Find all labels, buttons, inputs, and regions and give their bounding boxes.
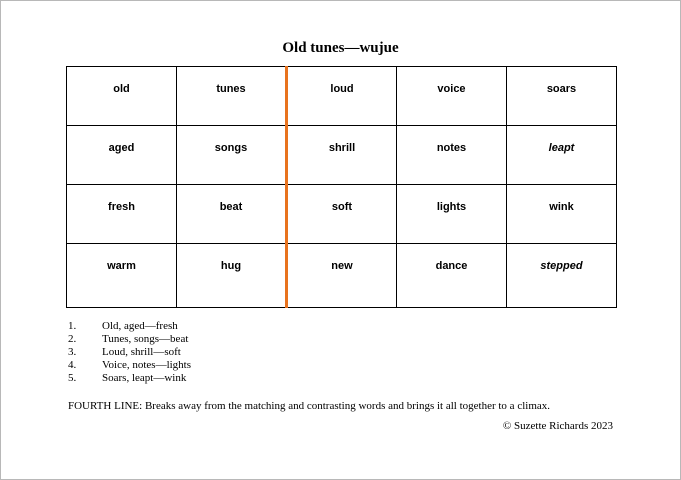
list-item: [68, 359, 191, 372]
grid-cell: shrill: [287, 126, 397, 185]
list-item: [68, 346, 191, 359]
grid-cell: songs: [177, 126, 287, 185]
copyright-notice: © Suzette Richards 2023: [502, 420, 613, 432]
grid-cell: voice: [397, 67, 507, 126]
page-title: Old tunes—wujue: [282, 40, 399, 56]
grid-cell: fresh: [67, 185, 177, 244]
grid-cell: aged: [67, 126, 177, 185]
grid-cell: dance: [397, 244, 507, 308]
grid-row: [67, 126, 617, 185]
grid-cell: soft: [287, 185, 397, 244]
grid-row: [67, 244, 617, 308]
list-text: Soars, leapt—wink: [102, 372, 187, 384]
list-item: [68, 320, 191, 333]
fourth-line-note: FOURTH LINE: Breaks away from the matching and contrasting words and brings it all together to a climax.: [68, 400, 551, 412]
list-text: Tunes, songs—beat: [102, 333, 189, 345]
grid-cell: tunes: [177, 67, 287, 126]
list-number: 1.: [68, 320, 77, 332]
grid-row: [67, 185, 617, 244]
list-number: 4.: [68, 359, 77, 371]
list-number: 3.: [68, 346, 77, 358]
grid-cell: loud: [287, 67, 397, 126]
grid-cell: old: [67, 67, 177, 126]
list-text: Old, aged—fresh: [102, 320, 178, 332]
list-item: [68, 372, 191, 385]
grid-cell: wink: [507, 185, 617, 244]
list-text: Voice, notes—lights: [102, 359, 192, 371]
list-text: Loud, shrill—soft: [102, 346, 181, 358]
grid-cell: stepped: [507, 244, 617, 308]
grid-cell: warm: [67, 244, 177, 308]
grid-cell: new: [287, 244, 397, 308]
word-grid: [66, 66, 617, 308]
grid-cell: notes: [397, 126, 507, 185]
grid-cell: soars: [507, 67, 617, 126]
grid-cell: hug: [177, 244, 287, 308]
list-number: 2.: [68, 333, 77, 345]
pair-list: [68, 320, 191, 385]
grid-cell: beat: [177, 185, 287, 244]
list-item: [68, 333, 191, 346]
grid-row: [67, 67, 617, 126]
grid-cell: lights: [397, 185, 507, 244]
grid-cell: leapt: [507, 126, 617, 185]
list-number: 5.: [68, 372, 77, 384]
